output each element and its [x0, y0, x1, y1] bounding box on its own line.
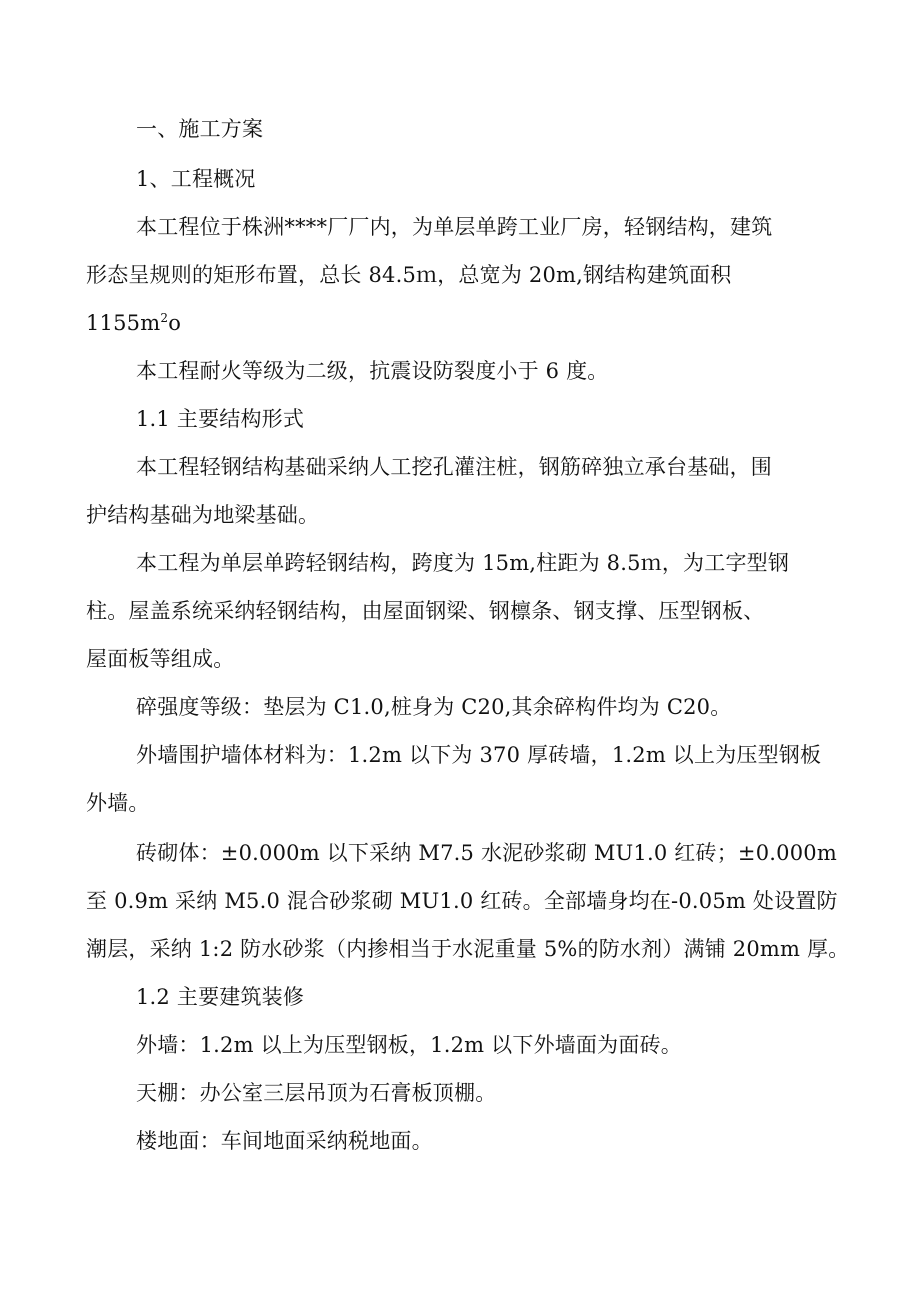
- paragraph-line: 外墙。: [86, 791, 150, 815]
- paragraph-line: 天棚：办公室三层吊顶为石膏板顶棚。: [136, 1081, 497, 1105]
- paragraph-line: 外墙围护墙体材料为：1.2m 以下为 370 厚砖墙，1.2m 以上为压型钢板: [136, 743, 822, 767]
- area-suffix: o: [168, 311, 182, 335]
- superscript: 2: [160, 311, 169, 325]
- paragraph-line: 砖砌体：±0.000m 以下采纳 M7.5 水泥砂浆砌 MU1.0 红砖；±0.000m: [136, 841, 837, 865]
- paragraph-line: 本工程位于株洲****厂厂内，为单层单跨工业厂房，轻钢结构，建筑: [136, 215, 773, 239]
- area-value: 1155m: [86, 311, 161, 335]
- paragraph-line: 至 0.9m 采纳 M5.0 混合砂浆砌 MU1.0 红砖。全部墙身均在-0.05m 处设置防: [86, 889, 838, 913]
- paragraph-line: [86, 308, 181, 338]
- paragraph-line: 本工程耐火等级为二级，抗震设防裂度小于 6 度。: [136, 359, 609, 383]
- paragraph-line: 护结构基础为地梁基础。: [86, 503, 320, 527]
- paragraph-line: 本工程轻钢结构基础采纳人工挖孔灌注桩，钢筋碎独立承台基础，围: [136, 455, 772, 479]
- heading-1-2: 1.2 主要建筑装修: [136, 985, 305, 1009]
- heading-1-1: 1.1 主要结构形式: [136, 407, 305, 431]
- paragraph-line: 柱。屋盖系统采纳轻钢结构，由屋面钢梁、钢檩条、钢支撑、压型钢板、: [86, 599, 765, 623]
- paragraph-line: 屋面板等组成。: [86, 647, 235, 671]
- subsection-heading: 1、工程概况: [136, 167, 256, 191]
- section-title: 一、施工方案: [136, 117, 264, 141]
- paragraph-line: 潮层，采纳 1:2 防水砂浆（内掺相当于水泥重量 5%的防水剂）满铺 20mm 厚。: [86, 937, 850, 961]
- paragraph-line: 楼地面：车间地面采纳税地面。: [136, 1129, 433, 1153]
- paragraph-line: 形态呈规则的矩形布置，总长 84.5ｍ，总宽为 20m,钢结构建筑面积: [86, 263, 732, 287]
- paragraph-line: 碎强度等级：垫层为 C1.0,桩身为 C20,其余碎构件均为 C20。: [136, 695, 732, 719]
- paragraph-line: 本工程为单层单跨轻钢结构，跨度为 15m,柱距为 8.5ｍ，为工字型钢: [136, 551, 790, 575]
- paragraph-line: 外墙：1.2m 以上为压型钢板，1.2m 以下外墙面为面砖。: [136, 1033, 682, 1057]
